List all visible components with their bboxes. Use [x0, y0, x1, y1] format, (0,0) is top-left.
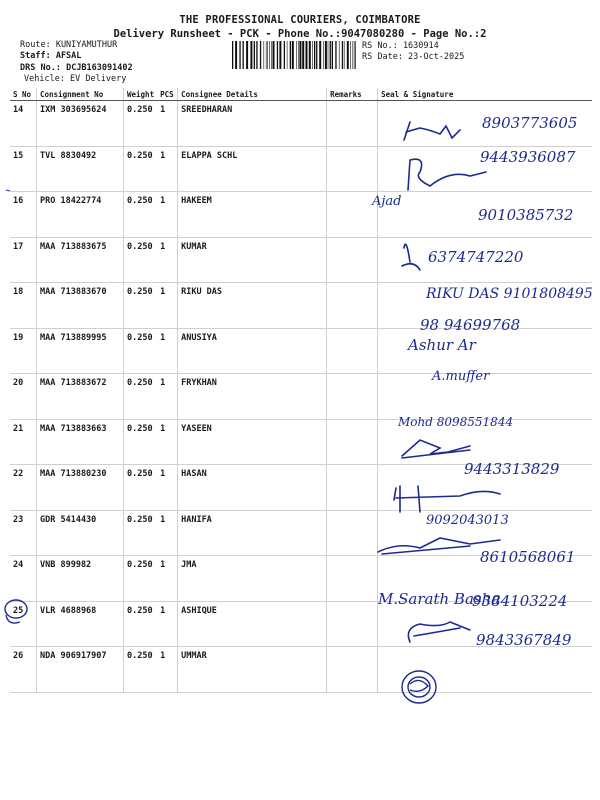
- row-pcs: 1: [157, 647, 178, 693]
- row-sno: 25: [10, 601, 37, 647]
- barcode-bar: [316, 41, 317, 69]
- row-consignee: SREEDHARAN: [178, 101, 327, 147]
- barcode-bar: [353, 41, 354, 69]
- row-sno: 24: [10, 556, 37, 602]
- barcode-bar: [330, 41, 331, 69]
- row-sno: 15: [10, 146, 37, 192]
- row-consignee: HAKEEM: [178, 192, 327, 238]
- row-remarks: [327, 101, 378, 147]
- row-sno: 18: [10, 283, 37, 329]
- row-consignment: MAA 713880230: [37, 465, 124, 511]
- barcode-bar: [298, 41, 299, 69]
- col-pcs: PCS: [157, 88, 178, 101]
- barcode-bar: [323, 41, 324, 69]
- row-consignee: FRYKHAN: [178, 374, 327, 420]
- handwriting-16b: 9010385732: [478, 206, 574, 224]
- row-weight: 0.250: [124, 647, 158, 693]
- row-consignee: YASEEN: [178, 419, 327, 465]
- table-row: [10, 419, 592, 465]
- row-consignment: VLR 4688968: [37, 601, 124, 647]
- row-seal: [378, 283, 592, 329]
- row-seal: [378, 419, 592, 465]
- row-consignment: VNB 899982: [37, 556, 124, 602]
- table-row: [10, 328, 592, 374]
- barcode-bar: [250, 41, 252, 69]
- row-consignee: ANUSIYA: [178, 328, 327, 374]
- table-row: [10, 510, 592, 556]
- handwriting-18: RIKU DAS 9101808495: [426, 286, 593, 302]
- table-row: [10, 374, 592, 420]
- rs-date: RS Date: 23-Oct-2025: [362, 52, 465, 62]
- barcode-bar: [239, 41, 240, 69]
- row-weight: 0.250: [124, 192, 158, 238]
- table-row: [10, 101, 592, 147]
- barcode-bar: [306, 41, 308, 69]
- row-seal: [378, 465, 592, 511]
- staff-label: Staff: AFSAL: [20, 51, 82, 61]
- barcode-bar: [354, 41, 355, 69]
- table-row: [10, 146, 592, 192]
- row-remarks: [327, 556, 378, 602]
- row-pcs: 1: [157, 328, 178, 374]
- handwriting-25a: M.Sarath Basha: [378, 590, 501, 608]
- runsheet-subtitle: Delivery Runsheet - PCK - Phone No.:9047080280 - Page No.:2: [113, 28, 487, 40]
- row-sno: 22: [10, 465, 37, 511]
- barcode-bar: [309, 41, 311, 69]
- handwriting-23: 9092043013: [426, 513, 509, 528]
- barcode-bar: [339, 41, 340, 69]
- barcode-image: [232, 41, 356, 69]
- barcode-bar: [296, 41, 297, 69]
- rs-number: RS No.: 1630914: [362, 41, 439, 51]
- barcode-bar: [256, 41, 257, 69]
- barcode-bar: [342, 41, 343, 69]
- barcode-bar: [347, 41, 349, 69]
- row-remarks: [327, 374, 378, 420]
- barcode-bar: [260, 41, 261, 69]
- row-seal: [378, 374, 592, 420]
- row-pcs: 1: [157, 419, 178, 465]
- row-seal: [378, 556, 592, 602]
- barcode-bar: [344, 41, 345, 69]
- row-pcs: 1: [157, 601, 178, 647]
- barcode-bar: [299, 41, 301, 69]
- row-seal: [378, 101, 592, 147]
- handwriting-25b: 9384103224: [472, 592, 568, 610]
- row-weight: 0.250: [124, 283, 158, 329]
- row-consignment: MAA 713889995: [37, 328, 124, 374]
- row-seal: [378, 328, 592, 374]
- row-consignment: TVL 8830492: [37, 146, 124, 192]
- row-remarks: [327, 465, 378, 511]
- row-seal: [378, 192, 592, 238]
- col-seal: Seal & Signature: [378, 88, 592, 101]
- row-consignee: JMA: [178, 556, 327, 602]
- table-row: [10, 465, 592, 511]
- barcode-bar: [325, 41, 327, 69]
- row-sno: 16: [10, 192, 37, 238]
- drs-number: [20, 63, 133, 73]
- route-label: Route: KUNIYAMUTHUR: [20, 40, 118, 50]
- row-consignment: NDA 906917907: [37, 647, 124, 693]
- table-row: [10, 237, 592, 283]
- row-remarks: [327, 146, 378, 192]
- row-consignment: MAA 713883663: [37, 419, 124, 465]
- barcode-bar: [246, 41, 248, 69]
- row-pcs: 1: [157, 146, 178, 192]
- handwriting-22: 9443313829: [464, 460, 560, 478]
- row-sno: 19: [10, 328, 37, 374]
- row-pcs: 1: [157, 283, 178, 329]
- row-weight: 0.250: [124, 328, 158, 374]
- row-remarks: [327, 237, 378, 283]
- row-remarks: [327, 192, 378, 238]
- row-weight: 0.250: [124, 556, 158, 602]
- row-pcs: 1: [157, 101, 178, 147]
- company-title: THE PROFESSIONAL COURIERS, COIMBATORE: [179, 14, 421, 26]
- row-sno: 21: [10, 419, 37, 465]
- row-pcs: 1: [157, 192, 178, 238]
- table-row: [10, 601, 592, 647]
- row-pcs: 1: [157, 465, 178, 511]
- barcode-bar: [243, 41, 244, 69]
- row-weight: 0.250: [124, 146, 158, 192]
- barcode-bar: [290, 41, 291, 69]
- barcode-bar: [277, 41, 278, 69]
- row-consignment: MAA 713883670: [37, 283, 124, 329]
- row-consignee: HASAN: [178, 465, 327, 511]
- row-weight: 0.250: [124, 101, 158, 147]
- barcode-bar: [328, 41, 329, 69]
- handwriting-15: 9443936087: [480, 148, 576, 166]
- table-row: [10, 192, 592, 238]
- handwriting-21: Mohd 8098551844: [398, 415, 514, 429]
- row-seal: [378, 237, 592, 283]
- barcode-bar: [314, 41, 315, 69]
- drs-label: DRS No.:: [20, 63, 61, 73]
- handwriting-24: 8610568061: [480, 548, 576, 566]
- handwriting-19b: Ashur Ar: [408, 336, 476, 354]
- row-weight: 0.250: [124, 465, 158, 511]
- table-header-row: [10, 88, 592, 101]
- handwriting-16a: Ajad: [372, 194, 402, 209]
- runsheet-table: [10, 88, 592, 693]
- handwriting-26: 9843367849: [476, 631, 572, 649]
- handwriting-14: 8903773605: [482, 114, 578, 132]
- barcode-bar: [302, 41, 304, 69]
- drs-value: DCJB163091402: [66, 63, 133, 73]
- row-consignment: MAA 713883675: [37, 237, 124, 283]
- col-weight: Weight: [124, 88, 158, 101]
- barcode-bar: [264, 41, 265, 69]
- row-consignment: MAA 713883672: [37, 374, 124, 420]
- row-pcs: 1: [157, 237, 178, 283]
- barcode-bar: [284, 41, 285, 69]
- row-weight: 0.250: [124, 601, 158, 647]
- row-pcs: 1: [157, 510, 178, 556]
- barcode-bar: [266, 41, 267, 69]
- row-remarks: [327, 419, 378, 465]
- row-consignment: GDR 5414430: [37, 510, 124, 556]
- col-consignee: Consignee Details: [178, 88, 327, 101]
- row-seal: [378, 601, 592, 647]
- barcode-bar: [232, 41, 233, 69]
- row-weight: 0.250: [124, 419, 158, 465]
- row-sno: 17: [10, 237, 37, 283]
- barcode-bar: [269, 41, 270, 69]
- vehicle-label: Vehicle: EV Delivery: [24, 74, 127, 84]
- handwriting-19a: 98 94699768: [420, 316, 521, 334]
- row-weight: 0.250: [124, 237, 158, 283]
- row-consignment: PRO 18422774: [37, 192, 124, 238]
- row-seal: [378, 647, 592, 693]
- barcode-bar: [292, 41, 294, 69]
- row-consignee: UMMAR: [178, 647, 327, 693]
- row-seal: [378, 146, 592, 192]
- row-sno: 14: [10, 101, 37, 147]
- barcode-bar: [312, 41, 313, 69]
- row-sno: 23: [10, 510, 37, 556]
- table-row: [10, 556, 592, 602]
- col-consignment: Consignment No: [37, 88, 124, 101]
- row-sno: 26: [10, 647, 37, 693]
- row-consignee: KUMAR: [178, 237, 327, 283]
- barcode-bar: [279, 41, 281, 69]
- row-consignee: RIKU DAS: [178, 283, 327, 329]
- row-remarks: [327, 510, 378, 556]
- barcode-bar: [235, 41, 237, 69]
- handwriting-17: 6374747220: [428, 248, 524, 266]
- row-remarks: [327, 647, 378, 693]
- row-weight: 0.250: [124, 510, 158, 556]
- table-row: [10, 283, 592, 329]
- handwriting-20: A.muffer: [432, 369, 490, 384]
- row-consignee: ASHIQUE: [178, 601, 327, 647]
- barcode-bar: [332, 41, 333, 69]
- table-row: [10, 647, 592, 693]
- row-consignee: ELAPPA SCHL: [178, 146, 327, 192]
- row-remarks: [327, 601, 378, 647]
- row-pcs: 1: [157, 374, 178, 420]
- barcode-bar: [335, 41, 336, 69]
- row-consignment: IXM 303695624: [37, 101, 124, 147]
- row-seal: [378, 510, 592, 556]
- barcode-bar: [287, 41, 288, 69]
- barcode-bar: [271, 41, 272, 69]
- col-remarks: Remarks: [327, 88, 378, 101]
- barcode-bar: [355, 41, 356, 69]
- barcode-bar: [254, 41, 255, 69]
- row-weight: 0.250: [124, 374, 158, 420]
- barcode-bar: [350, 41, 351, 69]
- barcode-bar: [267, 41, 268, 69]
- col-sno: S No: [10, 88, 37, 101]
- row-remarks: [327, 328, 378, 374]
- row-sno: 20: [10, 374, 37, 420]
- barcode-bar: [273, 41, 275, 69]
- row-consignee: HANIFA: [178, 510, 327, 556]
- row-pcs: 1: [157, 556, 178, 602]
- barcode-bar: [319, 41, 321, 69]
- row-remarks: [327, 283, 378, 329]
